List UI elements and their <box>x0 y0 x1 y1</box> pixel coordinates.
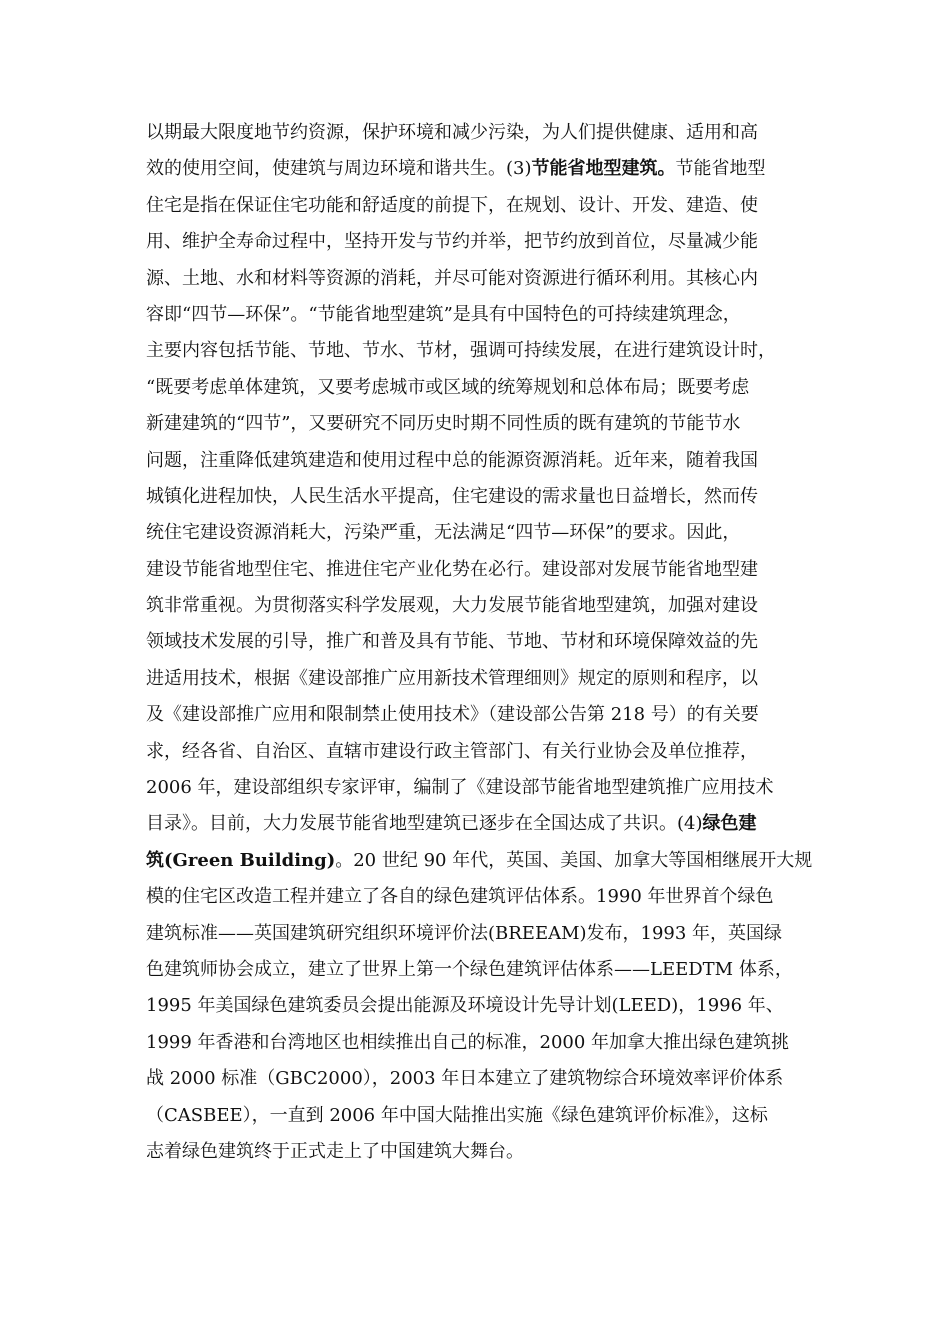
body-paragraph <box>146 115 818 1170</box>
body-text: 城镇化进程加快，人民生活水平提高，住宅建设的需求量也日益增长，然而传 <box>146 485 758 507</box>
text-line <box>146 552 818 588</box>
text-line <box>146 588 818 624</box>
body-text: 1999 年香港和台湾地区也相续推出自己的标准，2000 年加拿大推出绿色建筑挑 <box>146 1031 790 1053</box>
text-line <box>146 224 818 260</box>
body-text: 求，经各省、自治区、直辖市建设行政主管部门、有关行业协会及单位推荐， <box>146 740 758 762</box>
body-text: 及《建设部推广应用和限制禁止使用技术》（建设部公告第 218 号）的有关要 <box>146 704 759 726</box>
body-text: 战 2000 标准（GBC2000），2003 年日本建立了建筑物综合环境效率评价体系 <box>146 1068 784 1090</box>
body-text: 节能省地型 <box>675 158 766 180</box>
bold-heading-text: 绿色建 <box>702 813 757 835</box>
text-line <box>146 1061 818 1097</box>
text-line <box>146 988 818 1024</box>
body-text: 效的使用空间，使建筑与周边环境和谐共生。(3) <box>146 158 532 180</box>
text-line <box>146 479 818 515</box>
text-line <box>146 406 818 442</box>
text-line <box>146 1134 818 1170</box>
body-text: （CASBEE），一直到 2006 年中国大陆推出实施《绿色建筑评价标准》，这标 <box>146 1104 768 1126</box>
body-text: 进适用技术，根据《建设部推广应用新技术管理细则》规定的原则和程序，以 <box>146 667 758 689</box>
body-text: 目录》。目前，大力发展节能省地型建筑已逐步在全国达成了共识。(4) <box>146 813 703 835</box>
text-line <box>146 333 818 369</box>
text-line <box>146 624 818 660</box>
text-line <box>146 697 818 733</box>
text-line <box>146 952 818 988</box>
text-line <box>146 151 818 187</box>
text-line <box>146 843 818 879</box>
bold-heading-text: 筑(Green Building) <box>146 849 336 871</box>
body-text: 领域技术发展的引导，推广和普及具有节能、节地、节材和环境保障效益的先 <box>146 631 758 653</box>
text-line <box>146 1025 818 1061</box>
text-line <box>146 806 818 842</box>
body-text: 问题，注重降低建筑建造和使用过程中总的能源资源消耗。近年来，随着我国 <box>146 449 758 471</box>
body-text: 建设节能省地型住宅、推进住宅产业化势在必行。建设部对发展节能省地型建 <box>146 558 758 580</box>
body-text: 。20 世纪 90 年代，英国、美国、加拿大等国相继展开大规 <box>335 849 813 871</box>
text-line <box>146 370 818 406</box>
text-line <box>146 1098 818 1134</box>
body-text: 容即“四节—环保”。“节能省地型建筑”是具有中国特色的可持续建筑理念， <box>146 303 741 325</box>
body-text: 用、维护全寿命过程中，坚持开发与节约并举，把节约放到首位，尽量减少能 <box>146 231 758 253</box>
body-text: 住宅是指在保证住宅功能和舒适度的前提下，在规划、设计、开发、建造、使 <box>146 194 758 216</box>
text-line <box>146 115 818 151</box>
body-text: 统住宅建设资源消耗大，污染严重，无法满足“四节—环保”的要求。因此， <box>146 522 741 544</box>
body-text: 模的住宅区改造工程并建立了各自的绿色建筑评估体系。1990 年世界首个绿色 <box>146 886 774 908</box>
body-text: 主要内容包括节能、节地、节水、节材，强调可持续发展，在进行建筑设计时， <box>146 340 776 362</box>
bold-heading-text: 节能省地型建筑。 <box>531 158 676 180</box>
text-line <box>146 734 818 770</box>
text-line <box>146 515 818 551</box>
body-text: 志着绿色建筑终于正式走上了中国建筑大舞台。 <box>146 1140 524 1162</box>
body-text: 建筑标准——英国建筑研究组织环境评价法(BREEAM)发布，1993 年，英国绿 <box>146 922 783 944</box>
body-text: 2006 年，建设部组织专家评审，编制了《建设部节能省地型建筑推广应用技术 <box>146 777 774 799</box>
text-line <box>146 879 818 915</box>
text-line <box>146 443 818 479</box>
body-text: “既要考虑单体建筑，又要考虑城市或区域的统筹规划和总体布局；既要考虑 <box>146 376 750 398</box>
body-text: 新建建筑的“四节”，又要研究不同历史时期不同性质的既有建筑的节能节水 <box>146 413 741 435</box>
text-line <box>146 770 818 806</box>
text-line <box>146 297 818 333</box>
text-line <box>146 261 818 297</box>
body-text: 色建筑师协会成立，建立了世界上第一个绿色建筑评估体系——LEEDTM 体系， <box>146 958 793 980</box>
body-text: 筑非常重视。为贯彻落实科学发展观，大力发展节能省地型建筑，加强对建设 <box>146 595 758 617</box>
text-line <box>146 916 818 952</box>
text-line <box>146 188 818 224</box>
body-text: 源、土地、水和材料等资源的消耗，并尽可能对资源进行循环利用。其核心内 <box>146 267 758 289</box>
text-line <box>146 661 818 697</box>
body-text: 以期最大限度地节约资源，保护环境和减少污染，为人们提供健康、适用和高 <box>146 122 758 143</box>
body-text: 1995 年美国绿色建筑委员会提出能源及环境设计先导计划(LEED)，1996 年、 <box>146 995 784 1017</box>
